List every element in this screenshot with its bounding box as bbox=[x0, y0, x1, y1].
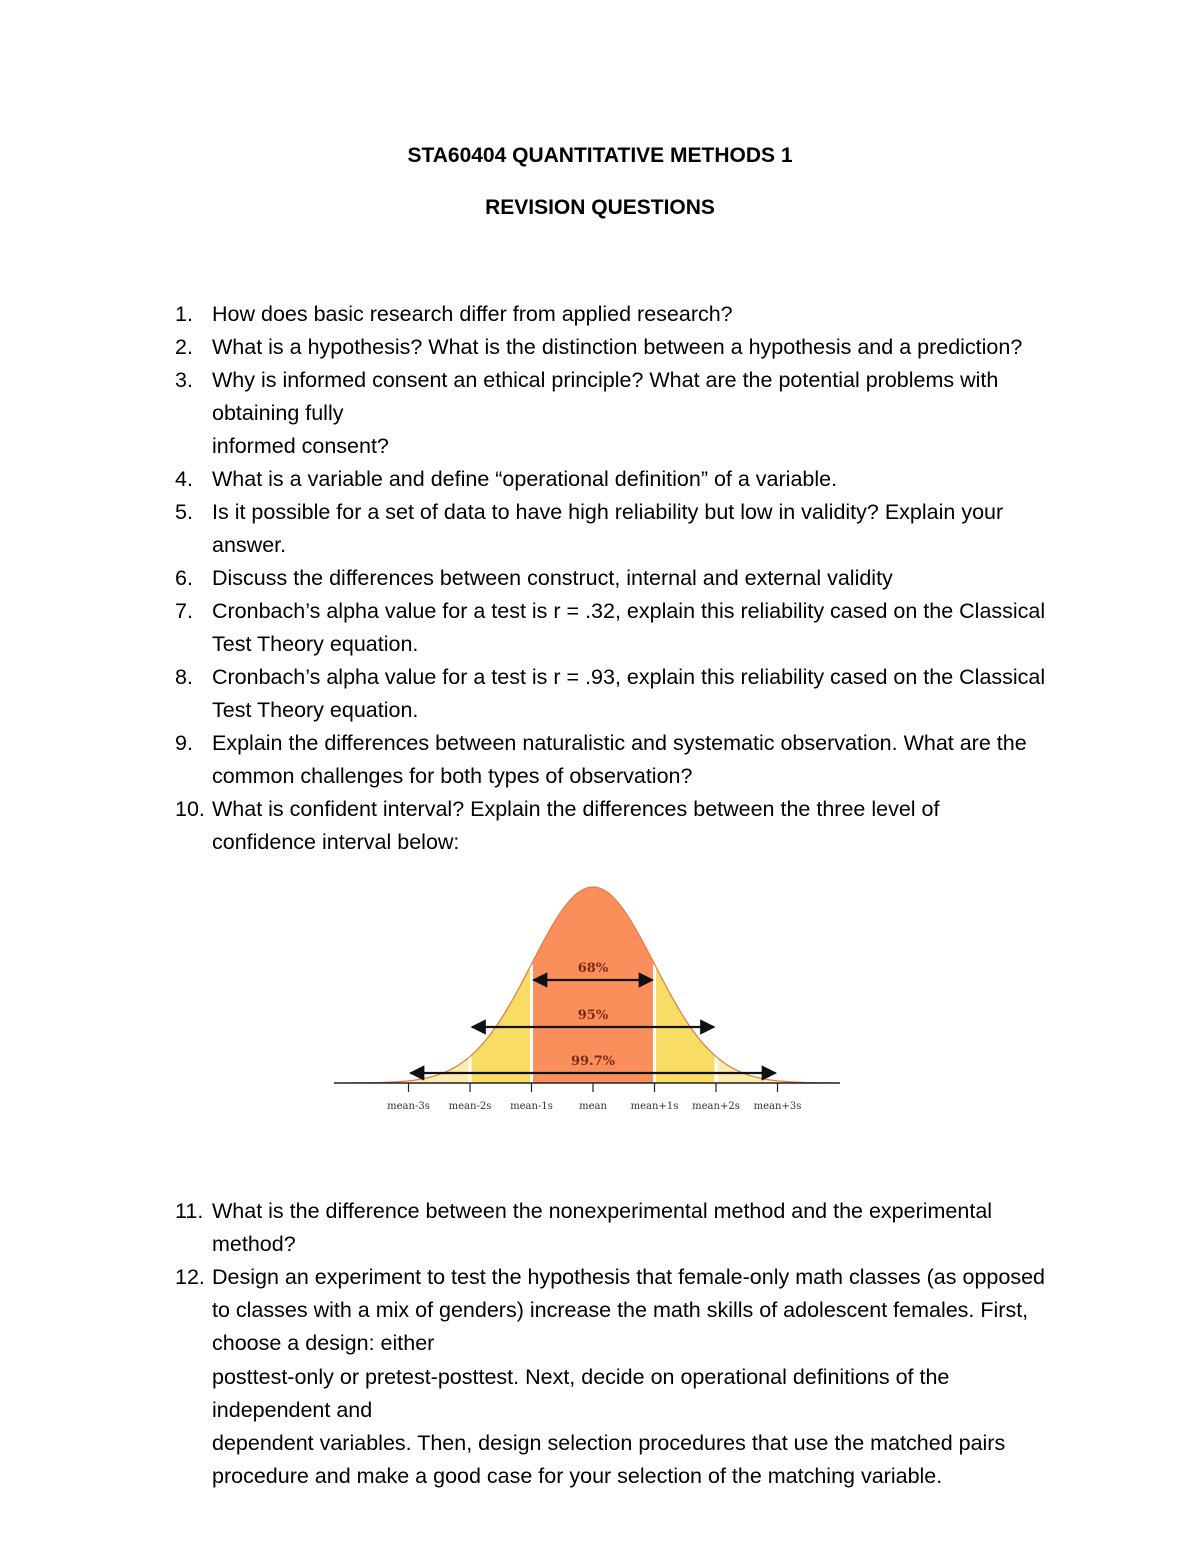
axis-tick-label: mean-3s bbox=[387, 1101, 430, 1112]
question-number: 12. bbox=[175, 1265, 205, 1289]
question-text bbox=[212, 463, 1062, 496]
question-text bbox=[212, 364, 1062, 464]
axis-tick-label: mean bbox=[579, 1101, 607, 1112]
question-text-line: dependent variables. Then, design selection procedures that use the matched pairs bbox=[212, 1431, 1006, 1456]
question-text-line: Design an experiment to test the hypothesis that female-only math classes (as opposed bbox=[212, 1265, 1045, 1289]
question-number: 5. bbox=[175, 500, 193, 524]
question-number: 3. bbox=[175, 368, 193, 392]
document-title: STA60404 QUANTITATIVE METHODS 1 bbox=[407, 144, 793, 167]
axis-tick-label: mean+2s bbox=[692, 1101, 740, 1112]
axis-tick-label: mean-2s bbox=[448, 1101, 492, 1112]
band-label: 95% bbox=[577, 1008, 609, 1023]
band-label: 68% bbox=[577, 961, 609, 976]
question-text-line: obtaining fully bbox=[212, 401, 344, 426]
question-text-line: informed consent? bbox=[212, 434, 389, 459]
question-text-line: What is confident interval? Explain the differences between the three level of bbox=[212, 797, 940, 821]
question-number: 6. bbox=[175, 566, 193, 590]
question-text bbox=[212, 1261, 1062, 1493]
normal-distribution-figure bbox=[330, 880, 850, 1120]
question-number: 1. bbox=[175, 302, 193, 326]
question-text-line: Explain the differences between naturalistic and systematic observation. What are the bbox=[212, 731, 1027, 755]
question-text-line: common challenges for both types of observation? bbox=[212, 764, 693, 789]
question-text-line: Test Theory equation. bbox=[212, 698, 419, 723]
question-text-line: Discuss the differences between construct, internal and external validity bbox=[212, 566, 893, 590]
question-text-line: What is a variable and define “operational definition” of a variable. bbox=[212, 467, 838, 491]
question-text bbox=[212, 727, 1062, 793]
question-text bbox=[212, 298, 1062, 331]
question-text-line: Cronbach’s alpha value for a test is r = .93, explain this reliability cased on the Classical bbox=[212, 665, 1046, 689]
question-text bbox=[212, 331, 1062, 364]
question-text bbox=[212, 1195, 1062, 1261]
question-text-line: answer. bbox=[212, 533, 287, 558]
axis-tick-label: mean+3s bbox=[753, 1101, 802, 1112]
question-number: 11. bbox=[175, 1199, 204, 1223]
axis-tick-label: mean+1s bbox=[630, 1101, 679, 1112]
question-text-line: procedure and make a good case for your selection of the matching variable. bbox=[212, 1464, 943, 1489]
question-text bbox=[212, 562, 1062, 595]
question-text-line: method? bbox=[212, 1232, 296, 1257]
question-text-line: to classes with a mix of genders) increase the math skills of adolescent females. First, bbox=[212, 1298, 1029, 1323]
question-text bbox=[212, 793, 1062, 859]
question-number: 7. bbox=[175, 599, 193, 623]
question-text-line: posttest-only or pretest-posttest. Next, decide on operational definitions of the bbox=[212, 1364, 950, 1389]
question-text-line: confidence interval below: bbox=[212, 830, 460, 855]
question-text-line: Test Theory equation. bbox=[212, 632, 419, 657]
question-number: 10. bbox=[175, 797, 205, 821]
question-number: 2. bbox=[175, 335, 193, 359]
question-text-line: Is it possible for a set of data to have high reliability but low in validity? Explain your bbox=[212, 500, 1004, 524]
question-number: 8. bbox=[175, 665, 193, 689]
document-subtitle: REVISION QUESTIONS bbox=[485, 196, 715, 219]
question-text-line: What is a hypothesis? What is the distinction between a hypothesis and a prediction? bbox=[212, 335, 1023, 359]
question-text bbox=[212, 496, 1062, 562]
question-text-line: Why is informed consent an ethical principle? What are the potential problems with bbox=[212, 368, 999, 392]
axis-tick-label: mean-1s bbox=[510, 1101, 553, 1112]
question-text-line: How does basic research differ from applied research? bbox=[212, 302, 733, 326]
question-text bbox=[212, 661, 1062, 727]
question-text-line: What is the difference between the nonexperimental method and the experimental bbox=[212, 1199, 993, 1223]
question-text bbox=[212, 595, 1062, 661]
question-text-line: choose a design: either bbox=[212, 1331, 435, 1356]
question-number: 4. bbox=[175, 467, 193, 491]
question-text-line: Cronbach’s alpha value for a test is r = .32, explain this reliability cased on the Classical bbox=[212, 599, 1046, 623]
band-label: 99.7% bbox=[570, 1054, 616, 1069]
question-number: 9. bbox=[175, 731, 193, 755]
question-text-line: independent and bbox=[212, 1397, 373, 1422]
